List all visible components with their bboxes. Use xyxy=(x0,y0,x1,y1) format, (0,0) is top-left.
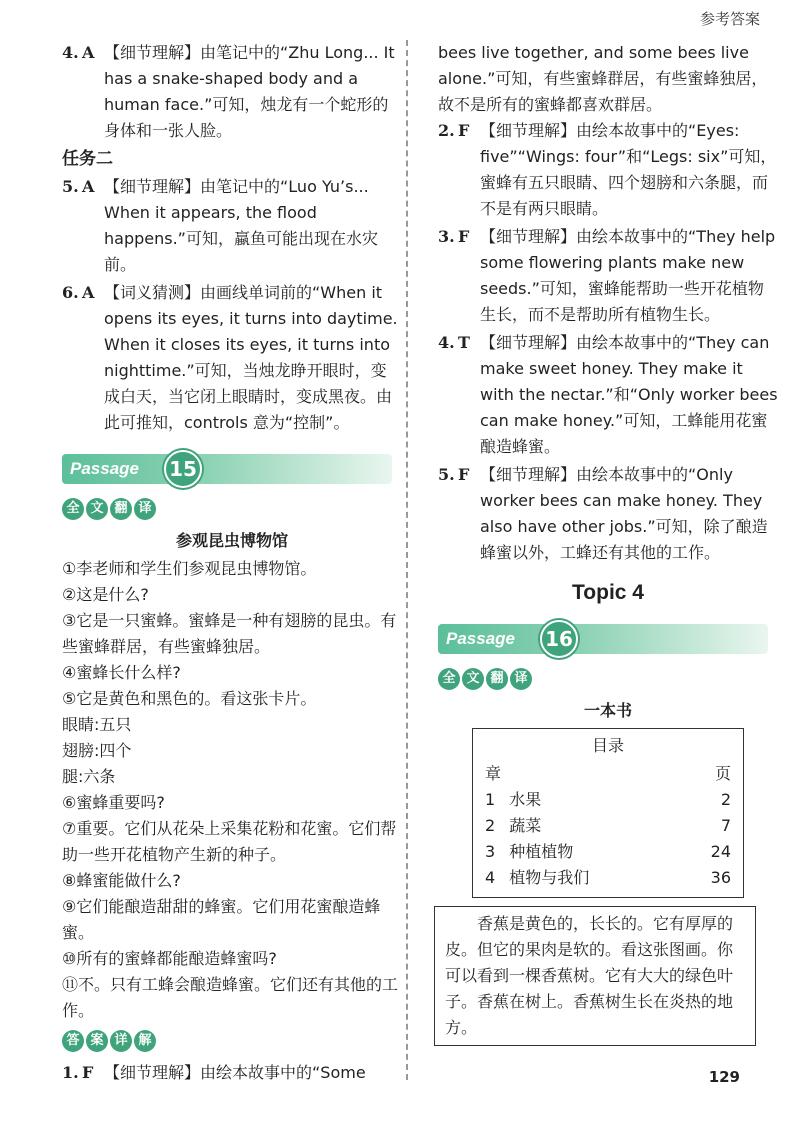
passage-label: Passage xyxy=(70,459,139,478)
translation-line: ③它是一只蜜蜂。蜜蜂是一种有翅膀的昆虫。有些蜜蜂群居，有些蜜蜂独居。 xyxy=(62,611,397,656)
passage-title: 参观昆虫博物馆 xyxy=(175,531,288,550)
toc-chapter-name: 植物与我们 xyxy=(509,868,590,887)
translation-line: ⑥蜜蜂重要吗? xyxy=(62,793,165,812)
toc-header-row xyxy=(485,761,731,787)
item-explanation: 【细节理解】由笔记中的“Luo Yu’s... When it appears, the flood happens.”可知，蠃鱼可能出现在水灾前。 xyxy=(104,177,378,274)
item-answer: F xyxy=(82,1063,94,1082)
item-number: 5. xyxy=(62,177,79,196)
item-number: 1. xyxy=(62,1063,79,1082)
item-explanation: 【细节理解】由绘本故事中的“They help some flowering plants make new seeds.”可知，蜜蜂能帮助一些开花植物生长，而不是帮助所有植物生长。 xyxy=(480,227,776,324)
answer-item-1 xyxy=(62,1060,402,1086)
passage-number: 15 xyxy=(164,450,202,488)
translation-line: ④蜜蜂长什么样? xyxy=(62,663,181,682)
answer-item-1-continued: bees live together, and some bees live alone.”可知，有些蜜蜂群居，有些蜜蜂独居，故不是所有的蜜蜂都喜欢群居。 xyxy=(438,43,768,114)
item-answer: A xyxy=(82,177,95,196)
badge-char: 文 xyxy=(462,668,484,690)
answer-item-4 xyxy=(438,330,778,460)
toc-chapter-number: 3 xyxy=(485,842,496,861)
translation-line: ①李老师和学生们参观昆虫博物馆。 xyxy=(62,559,317,578)
toc-row xyxy=(485,865,731,891)
answer-item-6 xyxy=(62,280,402,436)
item-answer: A xyxy=(82,283,95,302)
answer-item-5 xyxy=(438,462,778,566)
translation-line: ⑤它是黄色和黑色的。看这张卡片。 xyxy=(62,689,317,708)
answer-item-3 xyxy=(438,224,778,328)
badge-char: 全 xyxy=(438,668,460,690)
toc-row xyxy=(485,839,731,865)
translation-badge xyxy=(438,668,778,690)
topic-heading: Topic 4 xyxy=(572,581,644,604)
translation-line: ⑧蜂蜜能做什么? xyxy=(62,871,181,890)
badge-char: 译 xyxy=(134,498,156,520)
page-header: 参考答案 xyxy=(699,10,760,28)
toc-chapter-number: 1 xyxy=(485,790,496,809)
translation-line: 腿:六条 xyxy=(62,767,116,786)
passage-16-banner xyxy=(438,620,778,658)
translation-line: ②这是什么? xyxy=(62,585,149,604)
box-text: 香蕉是黄色的，长长的。它有厚厚的皮。但它的果肉是软的。看这张图画。你可以看到一棵香蕉树。它有大大的绿色叶子。香蕉在树上。香蕉树生长在炎热的地方。 xyxy=(445,914,734,1037)
badge-char: 文 xyxy=(86,498,108,520)
toc-row xyxy=(485,813,731,839)
left-column xyxy=(62,40,402,1088)
translation-line: 眼睛:五只 xyxy=(62,715,132,734)
page-number: 129 xyxy=(708,1068,740,1086)
badge-char: 翻 xyxy=(110,498,132,520)
item-explanation: 【细节理解】由笔记中的“Zhu Long... It has a snake-shaped body and a human face.”可知，烛龙有一个蛇形的身体和一张人脸。 xyxy=(104,43,395,140)
translation-line: ⑩所有的蜜蜂都能酿造蜂蜜吗? xyxy=(62,949,277,968)
toc-chapter-name: 蔬菜 xyxy=(509,816,542,835)
translation-badge xyxy=(62,498,402,520)
toc-head-chapter: 章 xyxy=(485,764,502,783)
translation-box xyxy=(434,906,756,1046)
toc-chapter-name: 水果 xyxy=(509,790,542,809)
item-explanation: 【细节理解】由绘本故事中的“Eyes: five”“Wings: four”和“Legs: six”可知，蜜蜂有五只眼睛、四个翅膀和六条腿，而不是有两只眼睛。 xyxy=(480,121,777,218)
badge-char: 案 xyxy=(86,1030,108,1052)
badge-char: 详 xyxy=(110,1030,132,1052)
column-divider xyxy=(406,40,408,1080)
item-explanation: 【细节理解】由绘本故事中的“They can make sweet honey. They make it with the nectar.”和“Only worker bees can make honey.”可知，工蜂能用花蜜酿造蜂蜜。 xyxy=(480,333,778,456)
badge-char: 答 xyxy=(62,1030,84,1052)
translation-line: ⑪不。只有工蜂会酿造蜂蜜。它们还有其他的工作。 xyxy=(62,975,399,1020)
toc-chapter-name: 种植植物 xyxy=(509,842,574,861)
passage-15-banner xyxy=(62,450,402,488)
item-explanation: 【词义猜测】由画线单词前的“When it opens its eyes, it turns into daytime. When it closes its eyes, it turns into nighttime.”可知，当烛龙睁开眼时，变成白天，当它闭上眼睛时，变成黑夜。由此可推知，controls 意为“控制”。 xyxy=(104,283,398,432)
item-number: 4. xyxy=(62,43,79,62)
translation-line: 翅膀:四个 xyxy=(62,741,132,760)
toc-page: 7 xyxy=(720,816,731,835)
badge-char: 译 xyxy=(510,668,532,690)
passage-label: Passage xyxy=(446,629,515,648)
badge-char: 全 xyxy=(62,498,84,520)
item-answer: F xyxy=(458,227,470,246)
item-number: 6. xyxy=(62,283,79,302)
item-answer: T xyxy=(458,333,470,352)
toc-page: 24 xyxy=(710,842,731,861)
answer-badge xyxy=(62,1030,402,1052)
table-of-contents xyxy=(472,728,744,898)
task-heading: 任务二 xyxy=(62,149,113,169)
toc-chapter-number: 4 xyxy=(485,868,496,887)
toc-page: 36 xyxy=(710,868,731,887)
toc-title: 目录 xyxy=(591,736,624,755)
item-explanation: 【细节理解】由绘本故事中的“Only worker bees can make honey. They also have other jobs.”可知，除了酿造蜂蜜以外，工蜂还有其他的工作。 xyxy=(480,465,768,562)
toc-row xyxy=(485,787,731,813)
right-column xyxy=(438,40,778,1046)
badge-char: 翻 xyxy=(486,668,508,690)
translation-line: ⑨它们能酿造甜甜的蜂蜜。它们用花蜜酿造蜂蜜。 xyxy=(62,897,381,942)
item-number: 2. xyxy=(438,121,455,140)
toc-head-page: 页 xyxy=(714,764,731,783)
translation-line: ⑦重要。它们从花朵上采集花粉和花蜜。它们帮助一些开花植物产生新的种子。 xyxy=(62,819,397,864)
answer-item-4 xyxy=(62,40,402,144)
passage-title: 一本书 xyxy=(583,701,632,720)
badge-char: 解 xyxy=(134,1030,156,1052)
item-number: 4. xyxy=(438,333,455,352)
toc-page: 2 xyxy=(720,790,731,809)
item-number: 5. xyxy=(438,465,455,484)
item-explanation: 【细节理解】由绘本故事中的“Some xyxy=(104,1063,366,1082)
answer-item-5 xyxy=(62,174,402,278)
item-answer: F xyxy=(458,465,470,484)
item-answer: A xyxy=(82,43,95,62)
item-number: 3. xyxy=(438,227,455,246)
passage-number: 16 xyxy=(540,620,578,658)
item-answer: F xyxy=(458,121,470,140)
answer-item-2 xyxy=(438,118,778,222)
toc-chapter-number: 2 xyxy=(485,816,496,835)
